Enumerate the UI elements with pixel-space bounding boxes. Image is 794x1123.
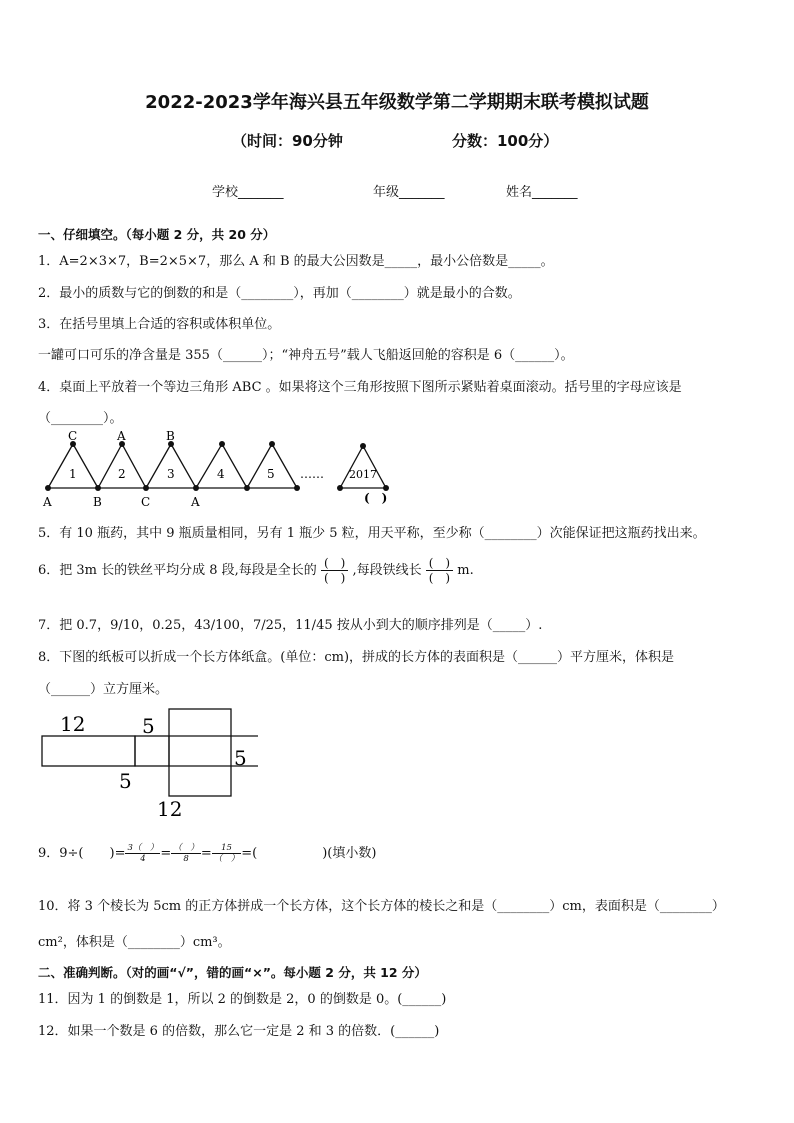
question-1: 1．A=2×3×7，B=2×5×7，那么 A 和 B 的最大公因数是_____，最小公倍数是_____。	[38, 254, 554, 269]
question-4: 4．桌面上平放着一个等边三角形 ABC 。如果将这个三角形按照下图所示紧贴着桌面滚动。括号里的字母应该是	[38, 380, 682, 395]
dimension-label: 12	[60, 712, 86, 736]
question-3: 3．在括号里填上合适的容积或体积单位。	[38, 317, 281, 332]
fraction-1: $\frac{3( )}{4}$	[127, 843, 159, 864]
grade-field: 年级_______	[373, 185, 445, 200]
triangle-number: 3	[167, 467, 175, 481]
fraction-2: （ ） 8	[173, 843, 199, 864]
page-title: 2022-2023学年海兴县五年级数学第二学期期末联考模拟试题	[145, 92, 649, 113]
exam-time: （时间：90分钟	[232, 132, 343, 150]
dimension-label: 5	[142, 714, 155, 738]
question-4-blank: （________）。	[38, 411, 123, 426]
triangle-number: 1	[69, 467, 77, 481]
section-1-heading: 一、仔细填空。（每小题 2 分，共 20 分）	[38, 227, 276, 242]
question-7: 7．把 0.7，9/10，0.25，43/100，7/25，11/45 按从小到大的顺序排列是（_____）.	[38, 618, 543, 633]
question-9: 9．9÷( )= $\frac{3( )}{4}$ = （ ） 8 = 15 （ ） =( )(填小数)	[38, 843, 377, 864]
exam-score: 分数：100分）	[452, 132, 559, 150]
vertex-label-top: B	[166, 430, 175, 443]
question-10: 10．将 3 个棱长为 5cm 的正方体拼成一个长方体，这个长方体的棱长之和是（________）cm，表面积是（________）	[38, 899, 725, 914]
vertex-label-bottom: C	[141, 495, 151, 509]
question-11: 11．因为 1 的倒数是 1，所以 2 的倒数是 2，0 的倒数是 0。(______)	[38, 992, 447, 1007]
question-5: 5．有 10 瓶药，其中 9 瓶质量相同，另有 1 瓶少 5 粒，用天平称，至少称（________）次能保证把这瓶药找出来。	[38, 526, 706, 541]
vertex-label-bottom: A	[191, 495, 200, 509]
answer-paren: ( )	[364, 491, 388, 505]
triangle-number: 4	[217, 467, 225, 481]
question-8: 8．下图的纸板可以折成一个长方体纸盒。(单位：cm)，拼成的长方体的表面积是（______）平方厘米，体积是	[38, 650, 675, 665]
question-12: 12．如果一个数是 6 的倍数，那么它一定是 2 和 3 的倍数．(______)	[38, 1024, 440, 1039]
question-8-blank: （______）立方厘米。	[38, 682, 169, 697]
vertex-label-top: A	[117, 430, 126, 443]
section-2-heading: 二、准确判断。（对的画“√”，错的画“×”。每小题 2 分，共 12 分）	[38, 965, 427, 980]
question-10-cont: cm²，体积是（________）cm³。	[38, 935, 231, 950]
dimension-label: 12	[157, 797, 183, 821]
dimension-label: 5	[234, 746, 247, 770]
fraction-blank: $\frac{( )}{( )}$	[426, 556, 453, 585]
triangle-2017-label: 2017	[349, 468, 377, 481]
question-2: 2．最小的质数与它的倒数的和是（________），再加（________）就是最小的合数。	[38, 286, 521, 301]
school-field: 学校_______	[212, 185, 284, 200]
ellipsis: ……	[300, 467, 324, 481]
triangle-number: 5	[267, 467, 275, 481]
vertex-label-bottom: B	[93, 495, 102, 509]
fraction-3: 15 （ ）	[213, 843, 240, 864]
question-6: 6．把 3m 长的铁丝平均分成 8 段,每段是全长的 $\frac{( )}{( )}$ ,每段铁线长 $\frac{( )}{( )}$ m.	[38, 556, 474, 585]
question-3-detail: 一罐可口可乐的净含量是 355（______）；“神舟五号”载人飞船返回舱的容积是 6（______）。	[38, 348, 574, 363]
triangle-number: 2	[118, 467, 126, 481]
box-net-figure	[38, 705, 258, 823]
vertex-label-bottom: A	[43, 495, 52, 509]
fraction-blank: $\frac{( )}{( )}$	[321, 556, 348, 585]
name-field: 姓名_______	[506, 185, 578, 200]
dimension-label: 5	[119, 769, 132, 793]
vertex-label-top: C	[68, 430, 78, 443]
rolling-triangle-figure	[38, 430, 418, 510]
